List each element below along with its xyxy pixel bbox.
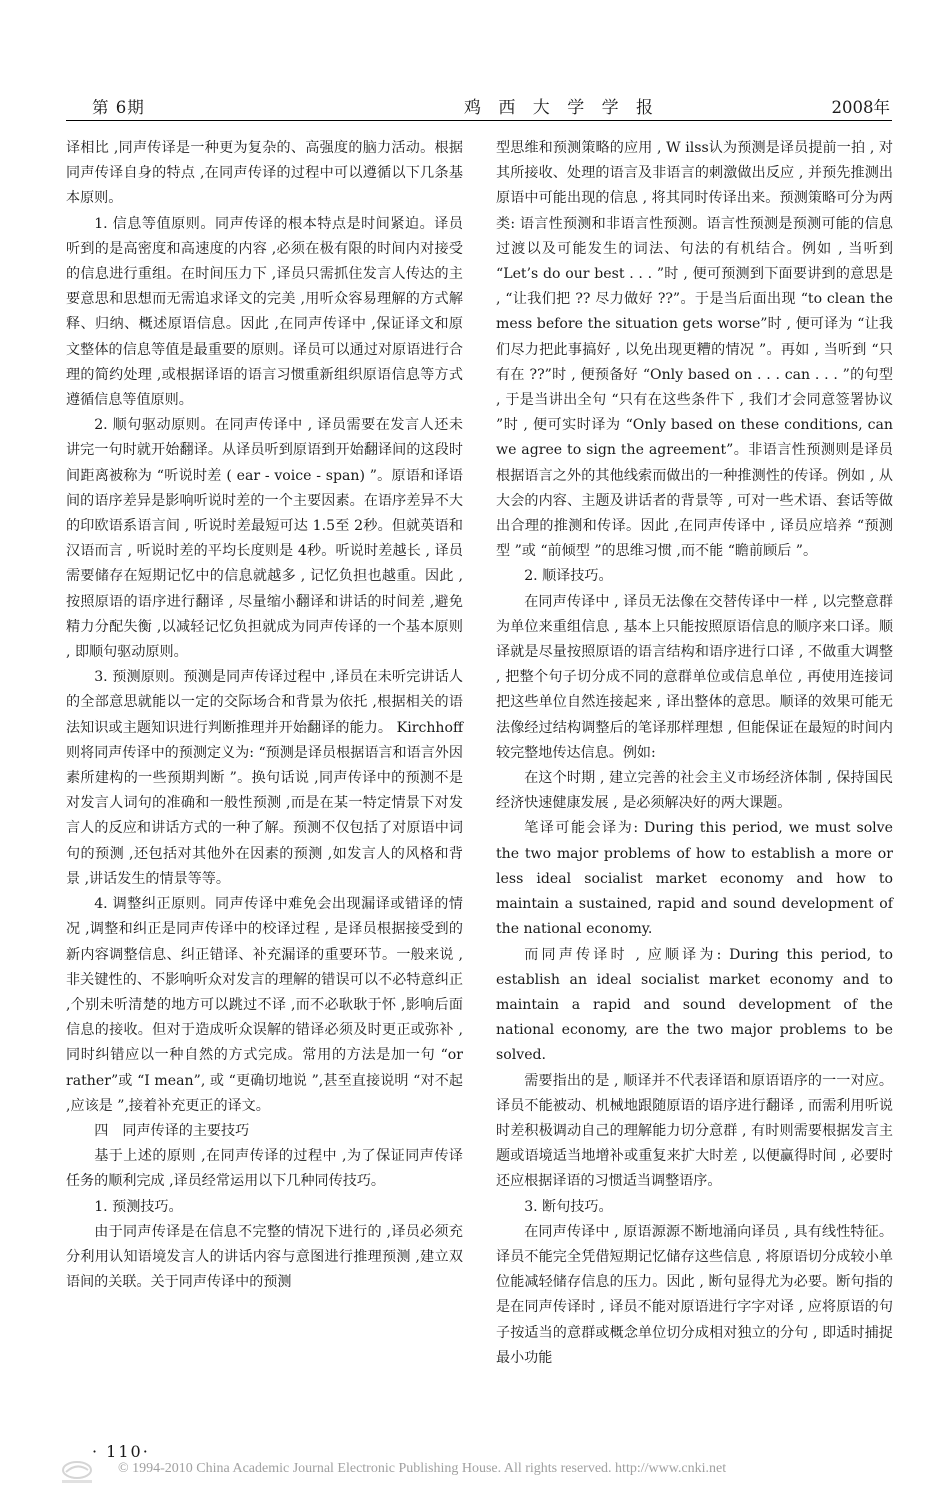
right-column-paragraph: 在同声传译中 , 译员无法像在交替传译中一样 , 以完整意群为单位来重组信息 , 基本上只能按照原语信息的顺序来口译。顺译就是尽量按照原语的语言结构和语序进行口译 , 不做重大调整 , 把整个句子切分成不同的意群单位或信息单位 , 再使用连接词把这些单位自然连接起来 , 译出整体的意思。顺译的效果可能无法像经过结构调整后的笔译那样理想 , 但能保证在最短的时间内较完整地传达信息。例如: <box>496 593 893 761</box>
copyright-notice: © 1994-2010 China Academic Journal Electronic Publishing House. All rights reserved. http://www.cnki.net <box>118 1461 727 1476</box>
left-column-paragraph: 四 同声传译的主要技巧 <box>94 1122 250 1139</box>
right-column <box>496 136 893 1371</box>
left-column-paragraph: 由于同声传译是在信息不完整的情况下进行的 ,译员必须充分利用认知语境发言人的讲话内容与意图进行推理预测 ,建立双语间的关联。关于同声传译中的预测 <box>66 1223 463 1291</box>
left-column-paragraph: 4. 调整纠正原则。同声传译中难免会出现漏译或错译的情况 ,调整和纠正是同声传译中的校译过程 , 是译员根据接受到的新内容调整信息、纠正错译、补充漏译的重要环节。一般来说 ,非关键性的、不影响听众对发言的理解的错误可以不必特意纠正 ,个别未听清楚的地方可以跳过不译 ,而不必耿耿于怀 ,影响后面信息的接收。但对于造成听众误解的错译必须及时更正或弥补 ,同时纠错应以一种自然的方式完成。常用的方法是加一句 “or rather”或 “I mean”, 或 “更确切地说 ”,甚至直接说明 “对不起 ,应该是 ”,接着补充更正的译文。 <box>66 896 463 1114</box>
right-column-paragraph: 3. 断句技巧。 <box>524 1198 613 1215</box>
right-column-paragraph: 型思维和预测策略的应用 , W ilss认为预测是译员提前一拍 , 对其所接收、处理的语言及非语言的刺激做出反应 , 并预先推测出原语中可能出现的信息 , 将其同时传译出来。预测策略可分为两类: 语言性预测和非语言性预测。语言性预测是预测可能的信息过渡以及可能发生的词法、句法的有机结合。例如 , 当听到 “Let’s do our best . . . ”时 , 便可预测到下面要讲到的意思是 , “让我们把 ?? 尽力做好 ??”。于是当后面出现 “to clean the mess before the situation gets worse”时 , 便可译为 “让我们尽力把此事搞好 , 以免出现更糟的情况 ”。再如 , 当听到 “只有在 ??”时 , 便预备好 “Only based on . . . can . . . ”的句型 , 于是当讲出全句 “只有在这些条件下 , 我们才会同意签署协议 ”时 , 便可实时译为 “Only based on these conditions, can we agree to sign the agreement”。非语言性预测则是译员根据语言之外的其他线索而做出的一种推测性的传译。例如 , 从大会的内容、主题及讲话者的背景等 , 可对一些术语、套话等做出合理的推测和传译。因此 ,在同声传译中 , 译员应培养 “预测型 ”或 “前倾型 ”的思维习惯 ,而不能 “瞻前顾后 ”。 <box>496 140 893 560</box>
right-column-paragraph: 在这个时期 , 建立完善的社会主义市场经济体制 , 保持国民经济快速健康发展 , 是必须解决好的两大课题。 <box>496 770 893 812</box>
right-column-paragraph: 而同声传译时 , 应顺译为: During this period, to establish an ideal socialist market economy and to maintain a rapid and sound development of the national economy, are the two major problems to be solved. <box>496 946 893 1064</box>
left-column-paragraph: 基于上述的原则 ,在同声传译的过程中 ,为了保证同声传译任务的顺利完成 ,译员经常运用以下几种同传技巧。 <box>66 1148 463 1190</box>
page-number: · 110· <box>92 1442 150 1461</box>
right-column-paragraph: 2. 顺译技巧。 <box>524 568 613 585</box>
publication-year: 2008年 <box>831 98 890 117</box>
left-column <box>66 136 463 1295</box>
cnki-logo-icon <box>58 1460 96 1486</box>
footer <box>58 1460 858 1490</box>
right-column-paragraph: 在同声传译中 , 原语源源不断地涌向译员 , 具有线性特征。译员不能完全凭借短期记忆储存这些信息 , 将原语切分成较小单位能减轻储存信息的压力。因此 , 断句显得尤为必要。断句指的是在同声传译时 , 译员不能对原语进行字字对译 , 应将原语的句子按适当的意群或概念单位切分成相对独立的分句 , 即适时捕捉最小功能 <box>496 1223 893 1366</box>
left-column-paragraph: 1. 预测技巧。 <box>94 1198 183 1215</box>
running-header <box>66 90 892 121</box>
right-column-paragraph: 笔译可能会译为: During this period, we must solve the two major problems of how to establish a more or less ideal socialist market economy and how to maintain a sustained, rapid and sound development of the national economy. <box>496 820 893 938</box>
left-column-paragraph: 2. 顺句驱动原则。在同声传译中 , 译员需要在发言人还未讲完一句时就开始翻译。从译员听到原语到开始翻译间的这段时间距离被称为 “听说时差 ( ear - voice - span) ”。原语和译语间的语序差异是影响听说时差的一个主要因素。在语序差异不大的印欧语系语言间 , 听说时差最短可达 1.5至 2秒。但就英语和汉语而言 , 听说时差的平均长度则是 4秒。听说时差越长 , 译员需要储存在短期记忆中的信息就越多 , 记忆负担也越重。因此 , 按照原语的语序进行翻译 , 尽量缩小翻译和讲话的时间差 ,避免精力分配失衡 ,以减轻记忆负担就成为同声传译的一个基本原则 , 即顺句驱动原则。 <box>66 417 463 661</box>
issue-number: 第 6期 <box>92 98 145 117</box>
left-column-paragraph: 译相比 ,同声传译是一种更为复杂的、高强度的脑力活动。根据同声传译自身的特点 ,在同声传译的过程中可以遵循以下几条基本原则。 <box>66 140 463 207</box>
journal-title: 鸡 西 大 学 学 报 <box>464 98 660 118</box>
right-column-paragraph: 需要指出的是 , 顺译并不代表译语和原语语序的一一对应。译员不能被动、机械地跟随原语的语序进行翻译 , 而需利用听说时差积极调动自己的理解能力切分意群 , 有时则需要根据发言主题或语境适当地增补或重复来扩大时差 , 以便赢得时间 , 必要时还应根据译语的习惯适当调整语序。 <box>496 1072 893 1190</box>
left-column-paragraph: 1. 信息等值原则。同声传译的根本特点是时间紧迫。译员听到的是高密度和高速度的内容 ,必须在极有限的时间内对接受的信息进行重组。在时间压力下 ,译员只需抓住发言人传达的主要意思和思想而无需追求译文的完美 ,用听众容易理解的方式解释、归纳、概述原语信息。因此 ,在同声传译中 ,保证译文和原文整体的信息等值是最重要的原则。译员可以通过对原语进行合理的简约处理 ,或根据译语的语言习惯重新组织原语信息等方式遵循信息等值原则。 <box>66 215 463 409</box>
left-column-paragraph: 3. 预测原则。预测是同声传译过程中 ,译员在未听完讲话人的全部意思就能以一定的交际场合和背景为依托 ,根据相关的语法知识或主题知识进行判断推理并开始翻译的能力。 Kirchhoff则将同声传译中的预测定义为: “预测是译员根据语言和语言外因素所建构的一些预期判断 ”。换句话说 ,同声传译中的预测不是对发言人词句的准确和一般性预测 ,而是在某一特定情景下对发言人的反应和讲话方式的一种了解。预测不仅包括了对原语中词句的预测 ,还包括对其他外在因素的预测 ,如发言人的风格和背景 ,讲话发生的情景等等。 <box>66 669 463 887</box>
